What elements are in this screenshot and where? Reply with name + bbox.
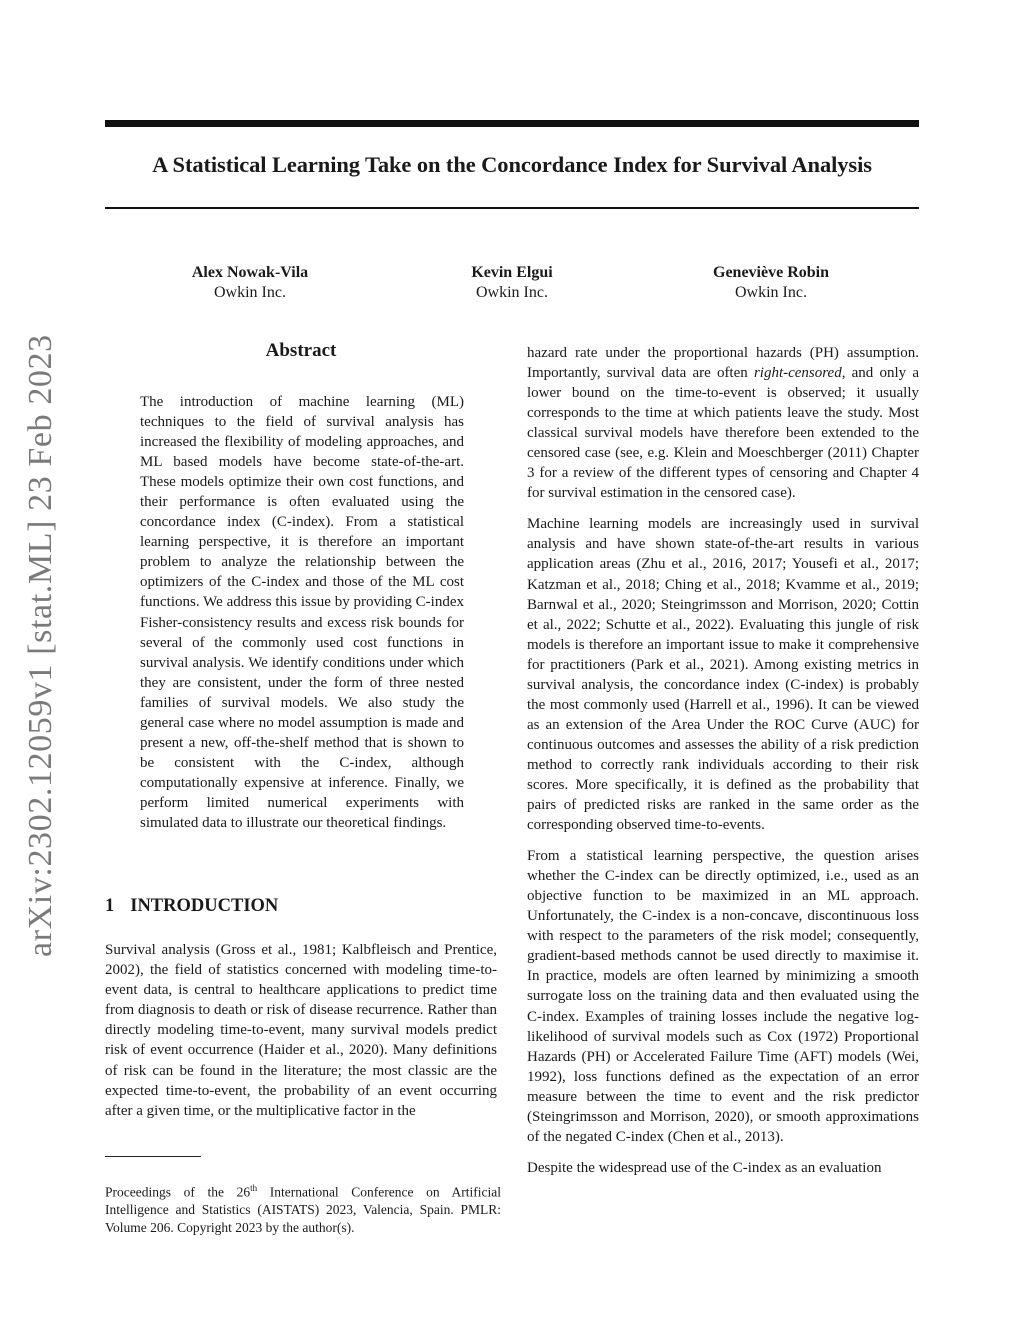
proceedings-footnote [105, 1180, 501, 1236]
abstract-text: The introduction of machine learning (ML) techniques to the field of survival analysis has increased the flexibility of modeling approaches, and ML based models have become state-of-the-art. These models optimize their own cost functions, and their performance is often evaluated using the concordance index (C-index). From a statistical learning perspective, it is therefore an important problem to analyze the relationship between the optimizers of the C-index and those of the ML cost functions. We address this issue by providing C-index Fisher-consistency results and excess risk bounds for several of the commonly used cost functions in survival analysis. We identify conditions under which they are consistent, under the form of three nested families of survival models. We also study the general case where no model assumption is made and present a new, off-the-shelf method that is shown to be consistent with the C-index, although computationally expensive at inference. Finally, we perform limited numerical experiments with simulated data to illustrate our theoretical findings. [140, 394, 464, 831]
section-number: 1 [105, 896, 115, 916]
emphasis-right-censored: right-censored [753, 365, 842, 382]
author-block [392, 263, 632, 303]
author-name: Kevin Elgui [471, 264, 553, 281]
paper-title: A Statistical Learning Take on the Concordance Index for Survival Analysis [152, 152, 872, 177]
intro-paragraph-ml-models: Machine learning models are increasingly used in survival analysis and have shown state-of-the-art results in various application areas (Zhu et al., 2016, 2017; Yousefi et al., 2017; Katzman et al., 2018; Ching et al., 2018; Kvamme et al., 2019; Barnwal et al., 2020; Steingrimsson and Morrison, 2020; Cottin et al., 2022; Schutte et al., 2022). Evaluating this jungle of risk models is therefore an important issue to make it comprehensive for practitioners (Park et al., 2021). Among existing metrics in survival analysis, the concordance index (C-index) is probably the most commonly used (Harrell et al., 1996). It can be viewed as an extension of the Area Under the ROC Curve (AUC) for continuous outcomes and assesses the ability of a risk prediction method to correctly rank individuals according to their risk scores. More specifically, it is defined as the probability that pairs of predicted risks are ranked in the same order as the corresponding observed time-to-events. [527, 516, 919, 834]
arxiv-identifier: arXiv:2302.12059v1 [stat.ML] 23 Feb 2023 [22, 334, 59, 957]
abstract-heading: Abstract [265, 340, 337, 361]
author-name: Geneviève Robin [713, 264, 829, 281]
author-affiliation: Owkin Inc. [735, 284, 807, 301]
intro-paragraph-left: Survival analysis (Gross et al., 1981; Kalbfleisch and Prentice, 2002), the field of statistics concerned with modeling time-to-event data, is central to healthcare applications to predict time from diagnosis to death or risk of disease recurrence. Rather than directly modeling time-to-event, many survival models predict risk of event occurrence (Haider et al., 2020). Many definitions of risk can be found in the literature; the most classic are the expected time-to-event, the probability of an event occurring after a given time, or the multiplicative factor in the [105, 942, 497, 1119]
author-name: Alex Nowak-Vila [191, 264, 309, 281]
author-affiliation: Owkin Inc. [214, 284, 286, 301]
footnote-superscript: th [250, 1183, 258, 1193]
text-run: , and only a lower bound on the time-to-event is observed; it usually corresponds to the time at which patients leave the study. Most classical survival models have therefore been extended to the censored case (see, e.g. Klein and Moeschberger (2011) Chapter 3 for a review of the different types of censoring and Chapter 4 for survival estimation in the censored case). [527, 365, 919, 502]
author-block [130, 263, 370, 303]
footnote-rule [105, 1156, 201, 1157]
intro-paragraph-statistical-learning: From a statistical learning perspective, the question arises whether the C-index can be directly optimized, i.e., used as an objective function to be maximized in an ML approach. Unfortunately, the C-index is a non-concave, discontinuous loss with respect to the parameters of the risk model; consequently, gradient-based methods cannot be used directly to maximise it. In practice, models are often learned by minimizing a smooth surrogate loss on the training data and then evaluated using the C-index. Examples of training losses include the negative log-likelihood of survival models such as Cox (1972) Proportional Hazards (PH) or Accelerated Failure Time (AFT) models (Wei, 1992), loss functions defined as the expectation of an error measure between the time to event and the risk predictor (Steingrimsson and Morrison, 2020), or smooth approximations of the negated C-index (Chen et al., 2013). [527, 848, 919, 1145]
section-title: INTRODUCTION [130, 896, 279, 916]
title-top-rule [105, 120, 919, 127]
intro-paragraph-censoring [527, 343, 919, 503]
intro-paragraph-despite: Despite the widespread use of the C-index as an evaluation [527, 1159, 882, 1176]
right-column [527, 343, 919, 1189]
author-affiliation: Owkin Inc. [476, 284, 548, 301]
section-heading-introduction [105, 896, 278, 917]
title-bottom-rule [105, 207, 919, 209]
footnote-text-end: International Conference on Artificial Intelligence and Statistics (AISTATS) 2023, Valencia, Spain. PMLR: Volume 206. Copyright 2023 by the author(s). [105, 1184, 501, 1235]
text-run: hazard rate under the proportional hazards (PH) assumption. Importantly, survival data are often [527, 345, 919, 382]
footnote-text-start: Proceedings of the 26 [105, 1184, 251, 1200]
author-block [651, 263, 891, 303]
